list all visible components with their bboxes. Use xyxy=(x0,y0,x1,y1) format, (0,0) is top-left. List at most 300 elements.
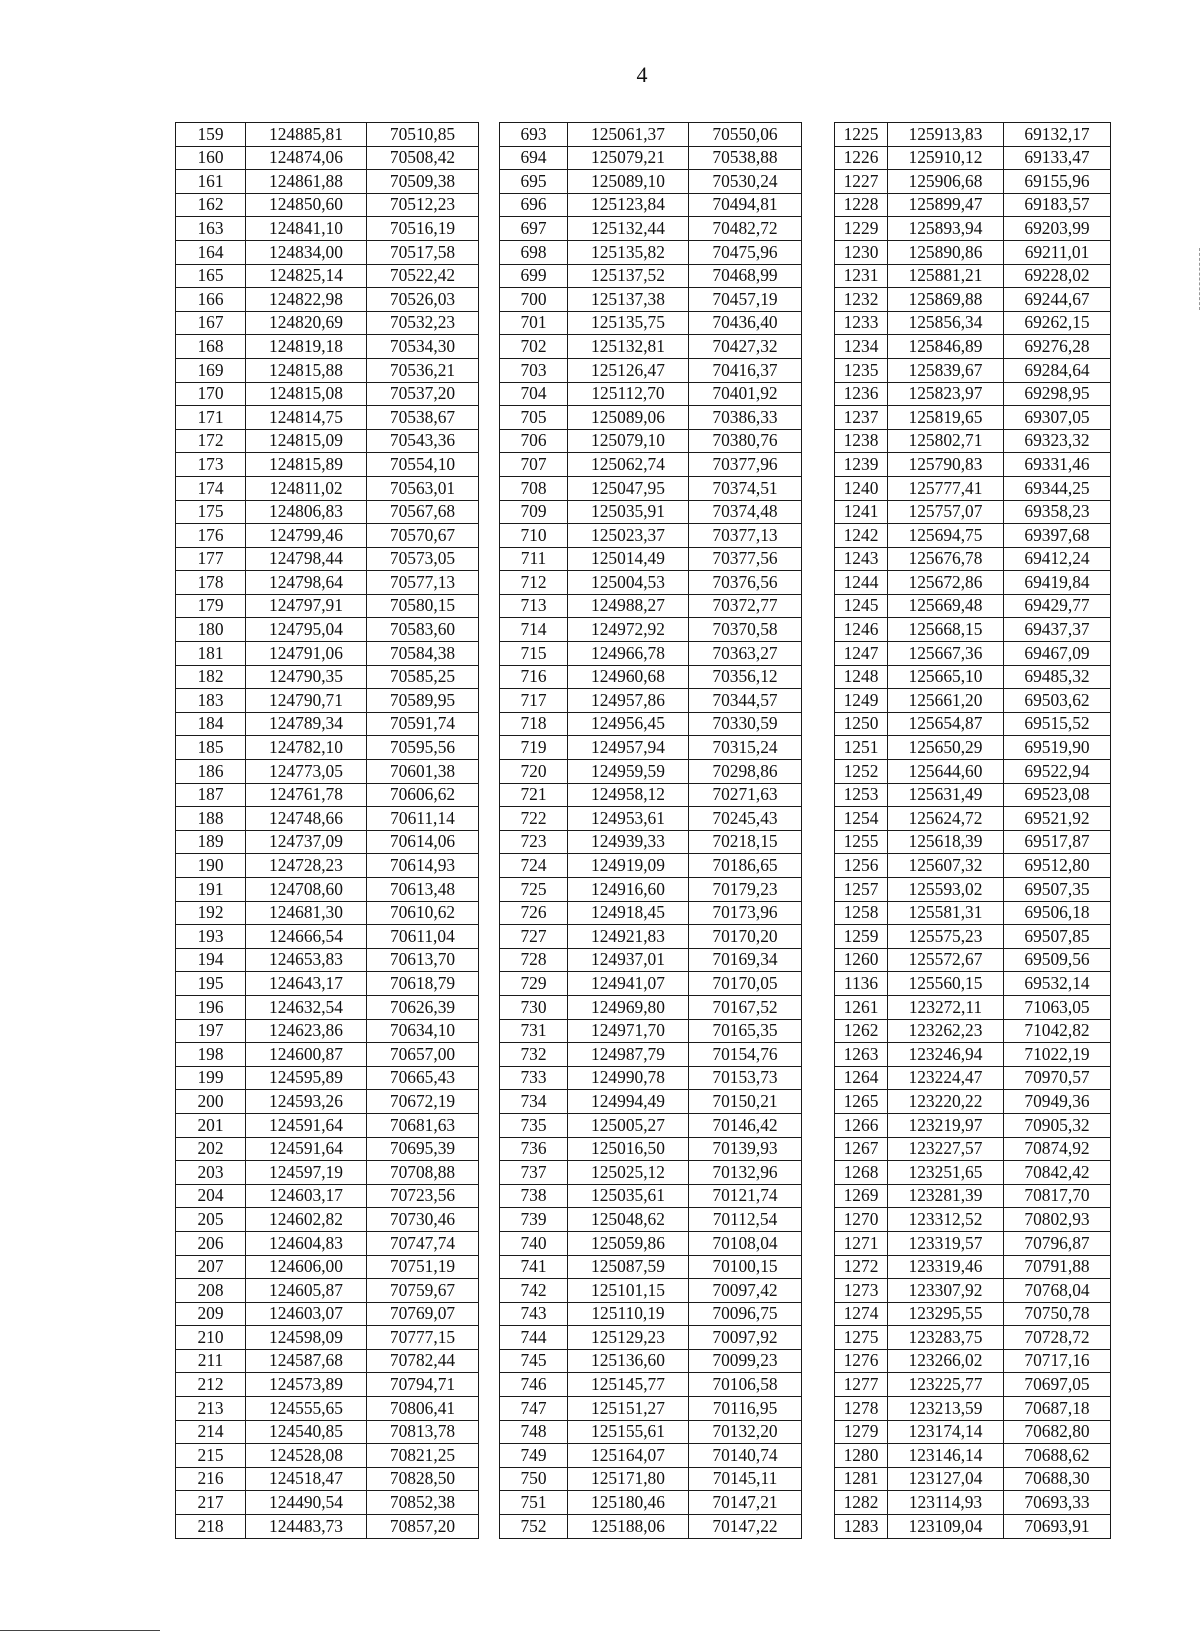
x-coordinate-cell: 124518,47 xyxy=(246,1467,367,1491)
point-number-cell: 190 xyxy=(176,854,246,878)
y-coordinate-cell: 70106,58 xyxy=(689,1373,802,1397)
table-row xyxy=(176,948,1111,972)
y-coordinate-cell: 70522,42 xyxy=(367,264,479,288)
x-coordinate-cell: 123146,14 xyxy=(888,1444,1004,1468)
column-gap xyxy=(802,358,835,382)
y-coordinate-cell: 70759,67 xyxy=(367,1279,479,1303)
point-number-cell: 1255 xyxy=(835,830,888,854)
table-row xyxy=(176,264,1111,288)
point-number-cell: 178 xyxy=(176,571,246,595)
point-number-cell: 159 xyxy=(176,123,246,147)
point-number-cell: 1249 xyxy=(835,689,888,713)
column-gap xyxy=(802,878,835,902)
column-gap xyxy=(479,689,500,713)
y-coordinate-cell: 69284,64 xyxy=(1004,358,1111,382)
column-gap xyxy=(802,760,835,784)
x-coordinate-cell: 125180,46 xyxy=(568,1491,689,1515)
y-coordinate-cell: 70512,23 xyxy=(367,193,479,217)
point-number-cell: 176 xyxy=(176,524,246,548)
y-coordinate-cell: 70377,96 xyxy=(689,453,802,477)
point-number-cell: 716 xyxy=(500,665,568,689)
x-coordinate-cell: 125856,34 xyxy=(888,311,1004,335)
y-coordinate-cell: 70169,34 xyxy=(689,948,802,972)
table-row xyxy=(176,1397,1111,1421)
point-number-cell: 200 xyxy=(176,1090,246,1114)
y-coordinate-cell: 70857,20 xyxy=(367,1515,479,1539)
column-gap xyxy=(802,783,835,807)
y-coordinate-cell: 69183,57 xyxy=(1004,193,1111,217)
column-gap xyxy=(802,1491,835,1515)
y-coordinate-cell: 70970,57 xyxy=(1004,1066,1111,1090)
y-coordinate-cell: 70468,99 xyxy=(689,264,802,288)
x-coordinate-cell: 124815,08 xyxy=(246,382,367,406)
table-row xyxy=(176,925,1111,949)
x-coordinate-cell: 124987,79 xyxy=(568,1043,689,1067)
y-coordinate-cell: 70510,85 xyxy=(367,123,479,147)
y-coordinate-cell: 70245,43 xyxy=(689,807,802,831)
x-coordinate-cell: 125913,83 xyxy=(888,123,1004,147)
y-coordinate-cell: 70374,51 xyxy=(689,476,802,500)
x-coordinate-cell: 125668,15 xyxy=(888,618,1004,642)
y-coordinate-cell: 69517,87 xyxy=(1004,830,1111,854)
x-coordinate-cell: 125575,23 xyxy=(888,925,1004,949)
point-number-cell: 746 xyxy=(500,1373,568,1397)
y-coordinate-cell: 69485,32 xyxy=(1004,665,1111,689)
y-coordinate-cell: 70573,05 xyxy=(367,547,479,571)
x-coordinate-cell: 125145,77 xyxy=(568,1373,689,1397)
point-number-cell: 749 xyxy=(500,1444,568,1468)
y-coordinate-cell: 69203,99 xyxy=(1004,217,1111,241)
point-number-cell: 212 xyxy=(176,1373,246,1397)
x-coordinate-cell: 124811,02 xyxy=(246,476,367,500)
column-gap xyxy=(479,948,500,972)
y-coordinate-cell: 70806,41 xyxy=(367,1397,479,1421)
point-number-cell: 751 xyxy=(500,1491,568,1515)
point-number-cell: 1267 xyxy=(835,1137,888,1161)
point-number-cell: 708 xyxy=(500,476,568,500)
column-gap xyxy=(802,571,835,595)
y-coordinate-cell: 70271,63 xyxy=(689,783,802,807)
x-coordinate-cell: 125089,10 xyxy=(568,170,689,194)
column-gap xyxy=(479,995,500,1019)
y-coordinate-cell: 70145,11 xyxy=(689,1467,802,1491)
x-coordinate-cell: 124643,17 xyxy=(246,972,367,996)
y-coordinate-cell: 70099,23 xyxy=(689,1349,802,1373)
y-coordinate-cell: 70672,19 xyxy=(367,1090,479,1114)
y-coordinate-cell: 69507,35 xyxy=(1004,878,1111,902)
point-number-cell: 713 xyxy=(500,594,568,618)
point-number-cell: 729 xyxy=(500,972,568,996)
point-number-cell: 165 xyxy=(176,264,246,288)
table-row xyxy=(176,1184,1111,1208)
point-number-cell: 1263 xyxy=(835,1043,888,1067)
y-coordinate-cell: 70097,42 xyxy=(689,1279,802,1303)
y-coordinate-cell: 70416,37 xyxy=(689,358,802,382)
x-coordinate-cell: 125135,75 xyxy=(568,311,689,335)
x-coordinate-cell: 125757,07 xyxy=(888,500,1004,524)
point-number-cell: 1238 xyxy=(835,429,888,453)
x-coordinate-cell: 124483,73 xyxy=(246,1515,367,1539)
y-coordinate-cell: 70132,20 xyxy=(689,1420,802,1444)
y-coordinate-cell: 70132,96 xyxy=(689,1161,802,1185)
y-coordinate-cell: 69521,92 xyxy=(1004,807,1111,831)
point-number-cell: 1234 xyxy=(835,335,888,359)
y-coordinate-cell: 70584,38 xyxy=(367,642,479,666)
x-coordinate-cell: 124598,09 xyxy=(246,1326,367,1350)
table-row xyxy=(176,358,1111,382)
column-gap xyxy=(479,170,500,194)
x-coordinate-cell: 123251,65 xyxy=(888,1161,1004,1185)
x-coordinate-cell: 125906,68 xyxy=(888,170,1004,194)
y-coordinate-cell: 70179,23 xyxy=(689,878,802,902)
point-number-cell: 1272 xyxy=(835,1255,888,1279)
table-row xyxy=(176,995,1111,1019)
table-row xyxy=(176,878,1111,902)
point-number-cell: 197 xyxy=(176,1019,246,1043)
point-number-cell: 1248 xyxy=(835,665,888,689)
x-coordinate-cell: 125665,10 xyxy=(888,665,1004,689)
y-coordinate-cell: 70949,36 xyxy=(1004,1090,1111,1114)
y-coordinate-cell: 69358,23 xyxy=(1004,500,1111,524)
x-coordinate-cell: 125667,36 xyxy=(888,642,1004,666)
y-coordinate-cell: 70167,52 xyxy=(689,995,802,1019)
column-gap xyxy=(479,1420,500,1444)
y-coordinate-cell: 70218,15 xyxy=(689,830,802,854)
column-gap xyxy=(802,1397,835,1421)
x-coordinate-cell: 124861,88 xyxy=(246,170,367,194)
point-number-cell: 196 xyxy=(176,995,246,1019)
column-gap xyxy=(802,1349,835,1373)
x-coordinate-cell: 123281,39 xyxy=(888,1184,1004,1208)
y-coordinate-cell: 70618,79 xyxy=(367,972,479,996)
table-row xyxy=(176,476,1111,500)
point-number-cell: 210 xyxy=(176,1326,246,1350)
y-coordinate-cell: 70665,43 xyxy=(367,1066,479,1090)
y-coordinate-cell: 70186,65 xyxy=(689,854,802,878)
x-coordinate-cell: 125631,49 xyxy=(888,783,1004,807)
point-number-cell: 1283 xyxy=(835,1515,888,1539)
x-coordinate-cell: 125607,32 xyxy=(888,854,1004,878)
x-coordinate-cell: 123246,94 xyxy=(888,1043,1004,1067)
y-coordinate-cell: 70611,14 xyxy=(367,807,479,831)
x-coordinate-cell: 124603,07 xyxy=(246,1302,367,1326)
x-coordinate-cell: 124773,05 xyxy=(246,760,367,784)
x-coordinate-cell: 125110,19 xyxy=(568,1302,689,1326)
y-coordinate-cell: 70170,05 xyxy=(689,972,802,996)
column-gap xyxy=(802,288,835,312)
y-coordinate-cell: 69437,37 xyxy=(1004,618,1111,642)
column-gap xyxy=(802,476,835,500)
x-coordinate-cell: 125151,27 xyxy=(568,1397,689,1421)
point-number-cell: 1261 xyxy=(835,995,888,1019)
x-coordinate-cell: 123262,23 xyxy=(888,1019,1004,1043)
column-gap xyxy=(479,217,500,241)
point-number-cell: 216 xyxy=(176,1467,246,1491)
point-number-cell: 1280 xyxy=(835,1444,888,1468)
y-coordinate-cell: 70708,88 xyxy=(367,1161,479,1185)
x-coordinate-cell: 125132,44 xyxy=(568,217,689,241)
point-number-cell: 725 xyxy=(500,878,568,902)
x-coordinate-cell: 125136,60 xyxy=(568,1349,689,1373)
x-coordinate-cell: 124957,86 xyxy=(568,689,689,713)
column-gap xyxy=(802,500,835,524)
x-coordinate-cell: 125624,72 xyxy=(888,807,1004,831)
x-coordinate-cell: 124960,68 xyxy=(568,665,689,689)
table-row xyxy=(176,1349,1111,1373)
column-gap xyxy=(479,1090,500,1114)
table-row xyxy=(176,453,1111,477)
y-coordinate-cell: 70108,04 xyxy=(689,1231,802,1255)
x-coordinate-cell: 124604,83 xyxy=(246,1231,367,1255)
y-coordinate-cell: 70457,19 xyxy=(689,288,802,312)
x-coordinate-cell: 124797,91 xyxy=(246,594,367,618)
column-gap xyxy=(802,1255,835,1279)
point-number-cell: 217 xyxy=(176,1491,246,1515)
point-number-cell: 1239 xyxy=(835,453,888,477)
table-row xyxy=(176,712,1111,736)
y-coordinate-cell: 70380,76 xyxy=(689,429,802,453)
y-coordinate-cell: 70842,42 xyxy=(1004,1161,1111,1185)
column-gap xyxy=(479,642,500,666)
column-gap xyxy=(479,1467,500,1491)
y-coordinate-cell: 69509,56 xyxy=(1004,948,1111,972)
column-gap xyxy=(479,193,500,217)
y-coordinate-cell: 69522,94 xyxy=(1004,760,1111,784)
point-number-cell: 750 xyxy=(500,1467,568,1491)
point-number-cell: 201 xyxy=(176,1113,246,1137)
y-coordinate-cell: 70153,73 xyxy=(689,1066,802,1090)
x-coordinate-cell: 123227,57 xyxy=(888,1137,1004,1161)
point-number-cell: 175 xyxy=(176,500,246,524)
point-number-cell: 748 xyxy=(500,1420,568,1444)
point-number-cell: 701 xyxy=(500,311,568,335)
x-coordinate-cell: 125059,86 xyxy=(568,1231,689,1255)
x-coordinate-cell: 124988,27 xyxy=(568,594,689,618)
column-gap xyxy=(802,594,835,618)
x-coordinate-cell: 124597,19 xyxy=(246,1161,367,1185)
point-number-cell: 752 xyxy=(500,1515,568,1539)
table-row xyxy=(176,193,1111,217)
point-number-cell: 1229 xyxy=(835,217,888,241)
x-coordinate-cell: 125890,86 xyxy=(888,240,1004,264)
point-number-cell: 703 xyxy=(500,358,568,382)
column-gap xyxy=(479,618,500,642)
column-gap xyxy=(479,571,500,595)
column-gap xyxy=(802,382,835,406)
table-row xyxy=(176,689,1111,713)
x-coordinate-cell: 124728,23 xyxy=(246,854,367,878)
point-number-cell: 1260 xyxy=(835,948,888,972)
y-coordinate-cell: 70116,95 xyxy=(689,1397,802,1421)
point-number-cell: 167 xyxy=(176,311,246,335)
column-gap xyxy=(479,665,500,689)
x-coordinate-cell: 125129,23 xyxy=(568,1326,689,1350)
x-coordinate-cell: 124959,59 xyxy=(568,760,689,784)
table-row xyxy=(176,382,1111,406)
y-coordinate-cell: 69532,14 xyxy=(1004,972,1111,996)
table-row xyxy=(176,1019,1111,1043)
y-coordinate-cell: 70585,25 xyxy=(367,665,479,689)
point-number-cell: 1257 xyxy=(835,878,888,902)
point-number-cell: 180 xyxy=(176,618,246,642)
y-coordinate-cell: 70750,78 xyxy=(1004,1302,1111,1326)
y-coordinate-cell: 70688,30 xyxy=(1004,1467,1111,1491)
point-number-cell: 700 xyxy=(500,288,568,312)
y-coordinate-cell: 71042,82 xyxy=(1004,1019,1111,1043)
point-number-cell: 696 xyxy=(500,193,568,217)
column-gap xyxy=(802,736,835,760)
x-coordinate-cell: 124799,46 xyxy=(246,524,367,548)
point-number-cell: 711 xyxy=(500,547,568,571)
y-coordinate-cell: 70139,93 xyxy=(689,1137,802,1161)
column-gap xyxy=(479,760,500,784)
y-coordinate-cell: 70687,18 xyxy=(1004,1397,1111,1421)
table-row xyxy=(176,901,1111,925)
column-gap xyxy=(479,240,500,264)
y-coordinate-cell: 70613,48 xyxy=(367,878,479,902)
y-coordinate-cell: 69503,62 xyxy=(1004,689,1111,713)
x-coordinate-cell: 124555,65 xyxy=(246,1397,367,1421)
column-gap xyxy=(802,1279,835,1303)
point-number-cell: 739 xyxy=(500,1208,568,1232)
x-coordinate-cell: 125048,62 xyxy=(568,1208,689,1232)
x-coordinate-cell: 124603,17 xyxy=(246,1184,367,1208)
x-coordinate-cell: 124972,92 xyxy=(568,618,689,642)
x-coordinate-cell: 123225,77 xyxy=(888,1373,1004,1397)
point-number-cell: 193 xyxy=(176,925,246,949)
y-coordinate-cell: 70121,74 xyxy=(689,1184,802,1208)
point-number-cell: 1258 xyxy=(835,901,888,925)
point-number-cell: 706 xyxy=(500,429,568,453)
column-gap xyxy=(802,1302,835,1326)
x-coordinate-cell: 123319,57 xyxy=(888,1231,1004,1255)
y-coordinate-cell: 70146,42 xyxy=(689,1113,802,1137)
y-coordinate-cell: 70794,71 xyxy=(367,1373,479,1397)
x-coordinate-cell: 124814,75 xyxy=(246,406,367,430)
point-number-cell: 715 xyxy=(500,642,568,666)
y-coordinate-cell: 69331,46 xyxy=(1004,453,1111,477)
column-gap xyxy=(802,240,835,264)
point-number-cell: 1271 xyxy=(835,1231,888,1255)
table-row xyxy=(176,1515,1111,1539)
point-number-cell: 1274 xyxy=(835,1302,888,1326)
x-coordinate-cell: 124957,94 xyxy=(568,736,689,760)
column-gap xyxy=(802,1208,835,1232)
table-row xyxy=(176,1231,1111,1255)
y-coordinate-cell: 70112,54 xyxy=(689,1208,802,1232)
column-gap xyxy=(802,1161,835,1185)
column-gap xyxy=(479,1208,500,1232)
x-coordinate-cell: 124990,78 xyxy=(568,1066,689,1090)
table-row xyxy=(176,217,1111,241)
x-coordinate-cell: 125062,74 xyxy=(568,453,689,477)
table-row xyxy=(176,288,1111,312)
x-coordinate-cell: 124708,60 xyxy=(246,878,367,902)
y-coordinate-cell: 69344,25 xyxy=(1004,476,1111,500)
point-number-cell: 1252 xyxy=(835,760,888,784)
x-coordinate-cell: 123213,59 xyxy=(888,1397,1004,1421)
point-number-cell: 717 xyxy=(500,689,568,713)
y-coordinate-cell: 70717,16 xyxy=(1004,1349,1111,1373)
point-number-cell: 168 xyxy=(176,335,246,359)
x-coordinate-cell: 124937,01 xyxy=(568,948,689,972)
y-coordinate-cell: 70688,62 xyxy=(1004,1444,1111,1468)
x-coordinate-cell: 124789,34 xyxy=(246,712,367,736)
table-row xyxy=(176,1090,1111,1114)
x-coordinate-cell: 125035,91 xyxy=(568,500,689,524)
column-gap xyxy=(479,1255,500,1279)
column-gap xyxy=(802,1066,835,1090)
point-number-cell: 1242 xyxy=(835,524,888,548)
table-row xyxy=(176,854,1111,878)
point-number-cell: 707 xyxy=(500,453,568,477)
x-coordinate-cell: 124966,78 xyxy=(568,642,689,666)
column-gap xyxy=(802,972,835,996)
point-number-cell: 704 xyxy=(500,382,568,406)
point-number-cell: 1247 xyxy=(835,642,888,666)
column-gap xyxy=(479,1161,500,1185)
x-coordinate-cell: 124748,66 xyxy=(246,807,367,831)
point-number-cell: 734 xyxy=(500,1090,568,1114)
y-coordinate-cell: 69323,32 xyxy=(1004,429,1111,453)
point-number-cell: 186 xyxy=(176,760,246,784)
x-coordinate-cell: 125016,50 xyxy=(568,1137,689,1161)
x-coordinate-cell: 124971,70 xyxy=(568,1019,689,1043)
x-coordinate-cell: 125025,12 xyxy=(568,1161,689,1185)
y-coordinate-cell: 70100,15 xyxy=(689,1255,802,1279)
x-coordinate-cell: 124953,61 xyxy=(568,807,689,831)
point-number-cell: 202 xyxy=(176,1137,246,1161)
column-gap xyxy=(479,1066,500,1090)
y-coordinate-cell: 69262,15 xyxy=(1004,311,1111,335)
table-row xyxy=(176,1444,1111,1468)
point-number-cell: 192 xyxy=(176,901,246,925)
y-coordinate-cell: 69419,84 xyxy=(1004,571,1111,595)
x-coordinate-cell: 124994,49 xyxy=(568,1090,689,1114)
point-number-cell: 169 xyxy=(176,358,246,382)
y-coordinate-cell: 70097,92 xyxy=(689,1326,802,1350)
x-coordinate-cell: 124653,83 xyxy=(246,948,367,972)
x-coordinate-cell: 124815,89 xyxy=(246,453,367,477)
x-coordinate-cell: 124591,64 xyxy=(246,1113,367,1137)
table-row xyxy=(176,1467,1111,1491)
y-coordinate-cell: 70563,01 xyxy=(367,476,479,500)
point-number-cell: 740 xyxy=(500,1231,568,1255)
x-coordinate-cell: 125777,41 xyxy=(888,476,1004,500)
y-coordinate-cell: 69132,17 xyxy=(1004,123,1111,147)
table-row xyxy=(176,1255,1111,1279)
y-coordinate-cell: 70509,38 xyxy=(367,170,479,194)
x-coordinate-cell: 124919,09 xyxy=(568,854,689,878)
column-gap xyxy=(802,547,835,571)
page-edge-mark xyxy=(0,1630,160,1631)
table-row xyxy=(176,1326,1111,1350)
point-number-cell: 693 xyxy=(500,123,568,147)
y-coordinate-cell: 69412,24 xyxy=(1004,547,1111,571)
x-coordinate-cell: 125672,86 xyxy=(888,571,1004,595)
y-coordinate-cell: 69523,08 xyxy=(1004,783,1111,807)
y-coordinate-cell: 69155,96 xyxy=(1004,170,1111,194)
point-number-cell: 1282 xyxy=(835,1491,888,1515)
point-number-cell: 203 xyxy=(176,1161,246,1185)
x-coordinate-cell: 125881,21 xyxy=(888,264,1004,288)
column-gap xyxy=(802,689,835,713)
y-coordinate-cell: 70580,15 xyxy=(367,594,479,618)
point-number-cell: 177 xyxy=(176,547,246,571)
point-number-cell: 194 xyxy=(176,948,246,972)
x-coordinate-cell: 125023,37 xyxy=(568,524,689,548)
x-coordinate-cell: 124834,00 xyxy=(246,240,367,264)
